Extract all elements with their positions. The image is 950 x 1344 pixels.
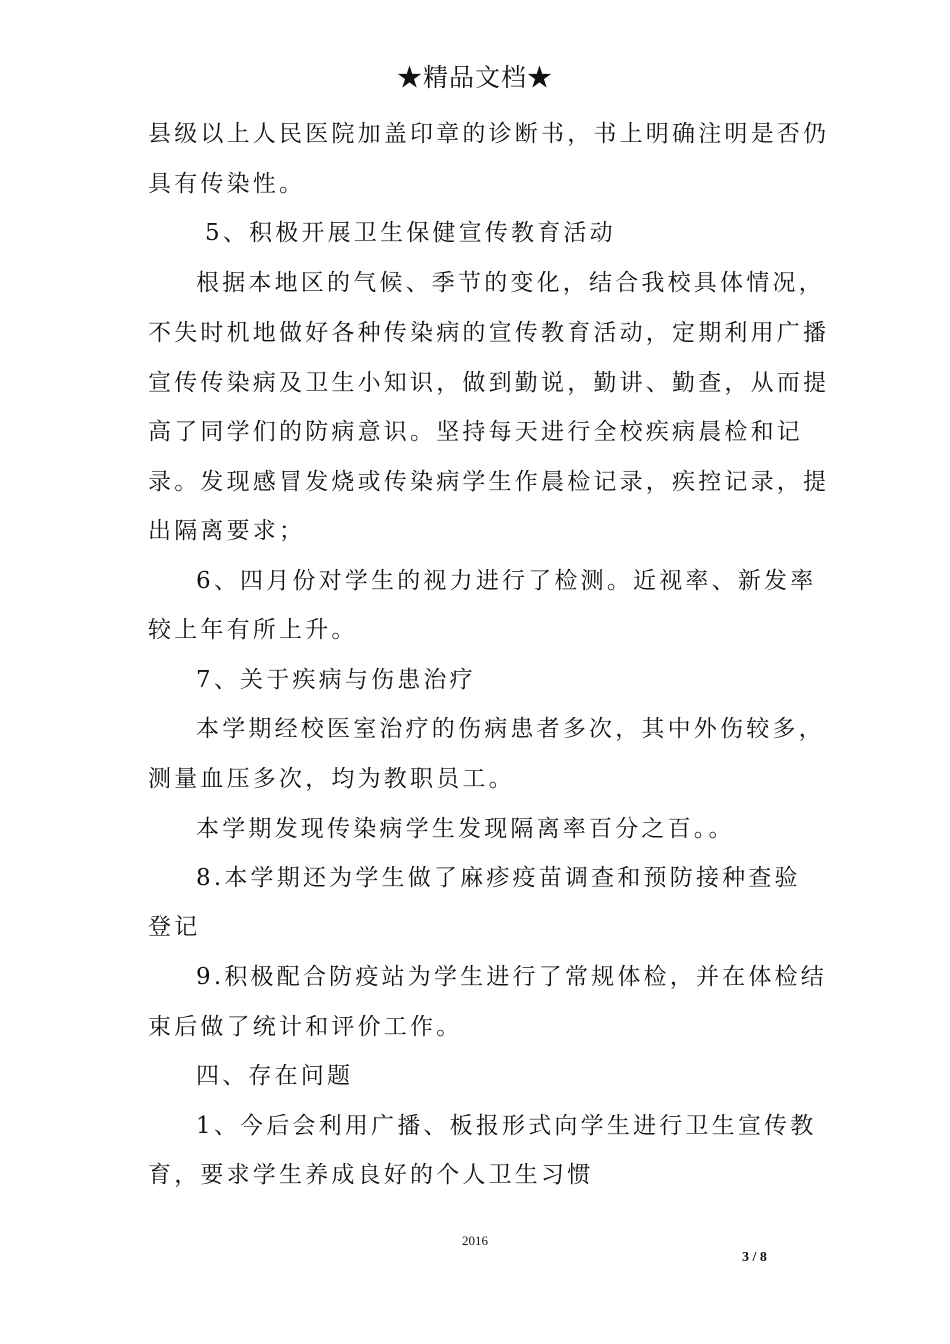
page-header: ★精品文档★ xyxy=(396,63,553,92)
text-line: 8.本学期还为学生做了麻疹疫苗调查和预防接种查验 xyxy=(196,865,801,891)
text-line: 高了同学们的防病意识。坚持每天进行全校疾病晨检和记 xyxy=(148,419,803,445)
text-line: 9.积极配合防疫站为学生进行了常规体检，并在体检结 xyxy=(196,964,827,990)
text-line: 录。发现感冒发烧或传染病学生作晨检记录，疾控记录，提 xyxy=(148,469,830,495)
section-heading: 7、关于疾病与伤患治疗 xyxy=(196,667,476,693)
text-line: 6、四月份对学生的视力进行了检测。近视率、新发率 xyxy=(196,568,817,594)
text-line: 育，要求学生养成良好的个人卫生习惯 xyxy=(148,1162,594,1188)
text-line: 测量血压多次，均为教职员工。 xyxy=(148,766,515,792)
text-line: 登记 xyxy=(148,914,201,940)
text-line: 本学期经校医室治疗的伤病患者多次，其中外伤较多， xyxy=(196,716,825,742)
text-line: 较上年有所上升。 xyxy=(148,617,358,643)
section-heading: 5、积极开展卫生保健宣传教育活动 xyxy=(205,220,616,246)
text-line: 不失时机地做好各种传染病的宣传教育活动，定期利用广播 xyxy=(148,320,830,346)
page-number: 3 / 8 xyxy=(742,1250,767,1265)
text-line: 本学期发现传染病学生发现隔离率百分之百。。 xyxy=(196,816,735,842)
section-heading: 四、存在问题 xyxy=(196,1063,354,1089)
text-line: 根据本地区的气候、季节的变化，结合我校具体情况， xyxy=(196,270,825,296)
text-line: 宣传传染病及卫生小知识，做到勤说，勤讲、勤查，从而提 xyxy=(148,370,830,396)
text-line: 1、今后会利用广播、板报形式向学生进行卫生宣传教 xyxy=(196,1113,817,1139)
footer-year: 2016 xyxy=(462,1233,488,1248)
text-line: 出隔离要求； xyxy=(148,518,306,544)
text-line: 束后做了统计和评价工作。 xyxy=(148,1014,463,1040)
text-line: 具有传染性。 xyxy=(148,171,306,197)
text-line: 县级以上人民医院加盖印章的诊断书，书上明确注明是否仍 xyxy=(148,121,830,147)
